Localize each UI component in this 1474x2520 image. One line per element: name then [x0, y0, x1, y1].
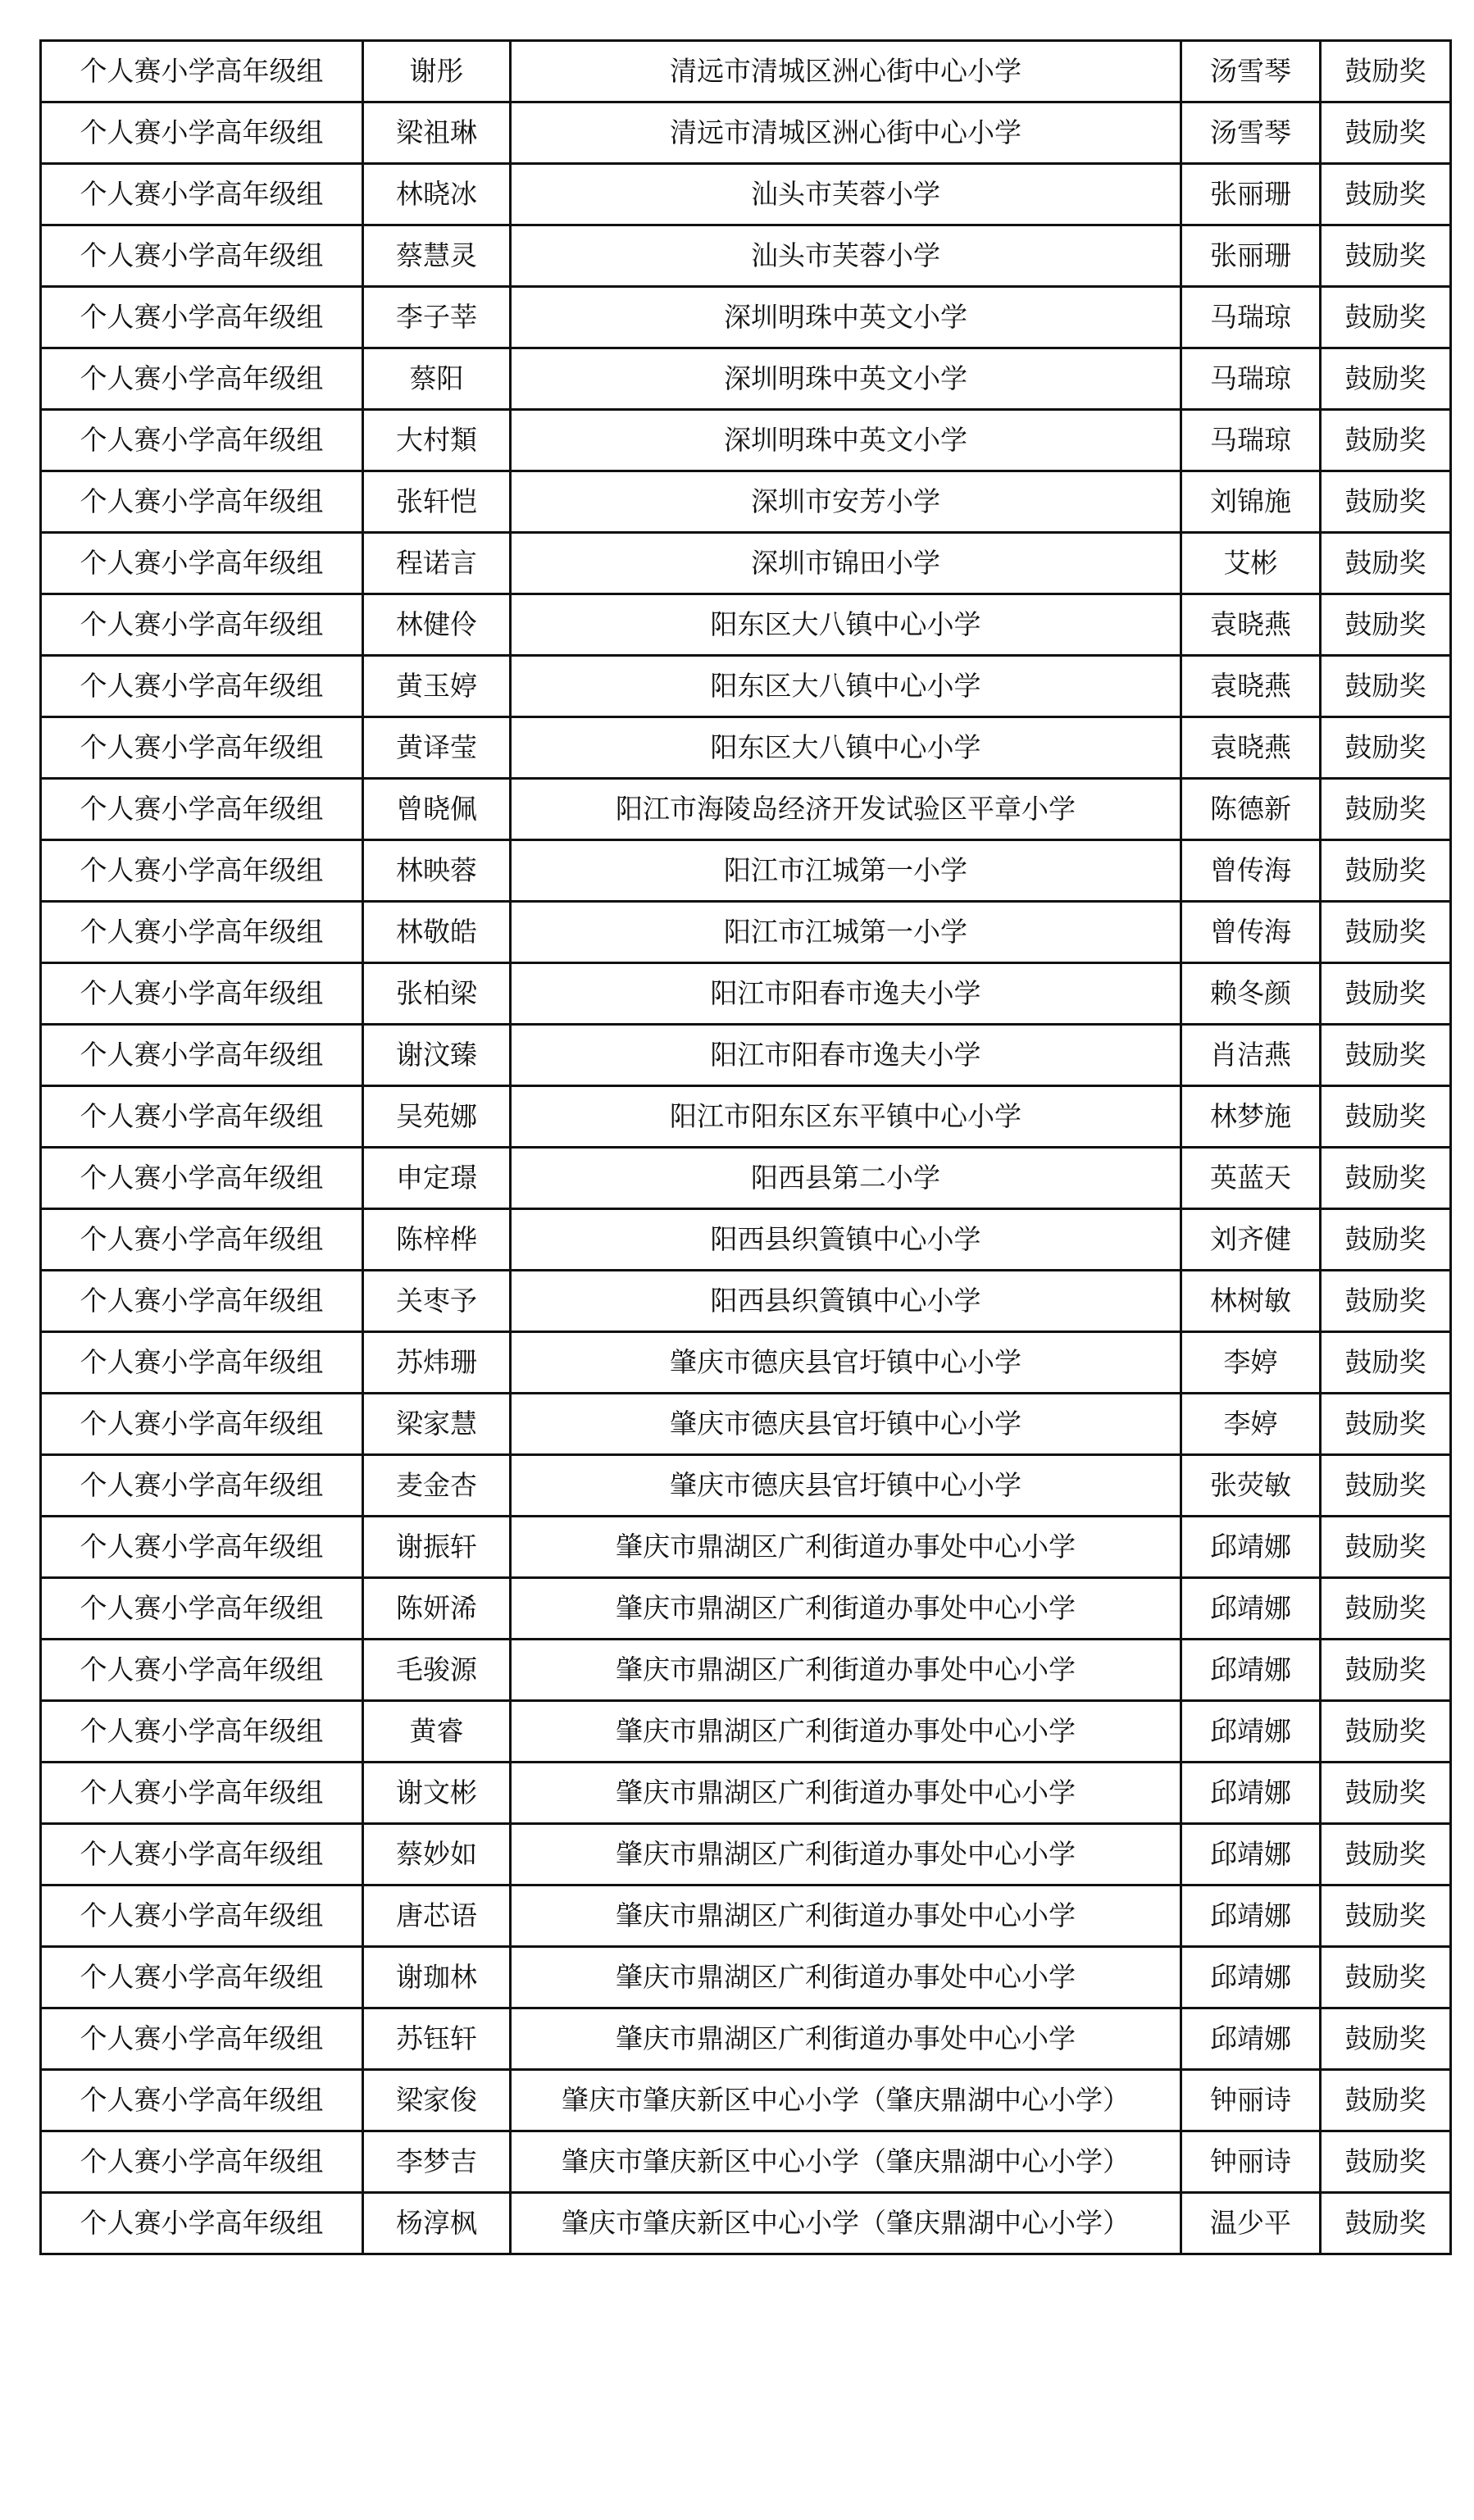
award-cell: 鼓励奖	[1321, 779, 1451, 840]
school-cell: 阳西县织篢镇中心小学	[511, 1271, 1181, 1332]
student-name-cell: 大村類	[363, 410, 511, 471]
table-row	[41, 1701, 1451, 1763]
award-cell: 鼓励奖	[1321, 533, 1451, 594]
table-row	[41, 1025, 1451, 1086]
teacher-cell: 袁晓燕	[1181, 594, 1321, 656]
table-row	[41, 164, 1451, 225]
award-cell: 鼓励奖	[1321, 471, 1451, 533]
table-row	[41, 2008, 1451, 2070]
table-row	[41, 656, 1451, 717]
award-table-body	[41, 41, 1451, 2254]
award-cell: 鼓励奖	[1321, 1640, 1451, 1701]
school-cell: 阳江市江城第一小学	[511, 902, 1181, 963]
student-name-cell: 陈梓桦	[363, 1209, 511, 1271]
award-cell: 鼓励奖	[1321, 102, 1451, 164]
category-cell: 个人赛小学高年级组	[41, 41, 363, 102]
school-cell: 汕头市芙蓉小学	[511, 225, 1181, 287]
student-name-cell: 张柏梁	[363, 963, 511, 1025]
award-cell: 鼓励奖	[1321, 41, 1451, 102]
school-cell: 深圳明珠中英文小学	[511, 287, 1181, 348]
table-row	[41, 1086, 1451, 1148]
teacher-cell: 赖冬颜	[1181, 963, 1321, 1025]
student-name-cell: 蔡阳	[363, 348, 511, 410]
teacher-cell: 肖洁燕	[1181, 1025, 1321, 1086]
table-row	[41, 840, 1451, 902]
school-cell: 肇庆市肇庆新区中心小学（肇庆鼎湖中心小学）	[511, 2131, 1181, 2193]
school-cell: 肇庆市肇庆新区中心小学（肇庆鼎湖中心小学）	[511, 2070, 1181, 2131]
student-name-cell: 林映蓉	[363, 840, 511, 902]
table-row	[41, 902, 1451, 963]
student-name-cell: 麦金杏	[363, 1455, 511, 1517]
teacher-cell: 邱靖娜	[1181, 1824, 1321, 1885]
student-name-cell: 程诺言	[363, 533, 511, 594]
school-cell: 阳东区大八镇中心小学	[511, 717, 1181, 779]
award-cell: 鼓励奖	[1321, 963, 1451, 1025]
award-list-sheet	[39, 39, 1449, 2255]
award-cell: 鼓励奖	[1321, 1701, 1451, 1763]
student-name-cell: 梁祖琳	[363, 102, 511, 164]
table-row	[41, 1763, 1451, 1824]
category-cell: 个人赛小学高年级组	[41, 1271, 363, 1332]
school-cell: 肇庆市肇庆新区中心小学（肇庆鼎湖中心小学）	[511, 2193, 1181, 2254]
award-cell: 鼓励奖	[1321, 2008, 1451, 2070]
school-cell: 清远市清城区洲心街中心小学	[511, 41, 1181, 102]
table-row	[41, 471, 1451, 533]
student-name-cell: 杨淳枫	[363, 2193, 511, 2254]
table-row	[41, 1947, 1451, 2008]
student-name-cell: 谢彤	[363, 41, 511, 102]
student-name-cell: 李子莘	[363, 287, 511, 348]
teacher-cell: 邱靖娜	[1181, 1763, 1321, 1824]
award-cell: 鼓励奖	[1321, 1271, 1451, 1332]
student-name-cell: 曾晓佩	[363, 779, 511, 840]
teacher-cell: 林树敏	[1181, 1271, 1321, 1332]
school-cell: 阳东区大八镇中心小学	[511, 656, 1181, 717]
table-row	[41, 533, 1451, 594]
student-name-cell: 梁家俊	[363, 2070, 511, 2131]
award-cell: 鼓励奖	[1321, 717, 1451, 779]
award-cell: 鼓励奖	[1321, 1517, 1451, 1578]
student-name-cell: 毛骏源	[363, 1640, 511, 1701]
category-cell: 个人赛小学高年级组	[41, 1148, 363, 1209]
table-row	[41, 41, 1451, 102]
category-cell: 个人赛小学高年级组	[41, 1332, 363, 1394]
student-name-cell: 黄玉婷	[363, 656, 511, 717]
teacher-cell: 英蓝天	[1181, 1148, 1321, 1209]
table-row	[41, 1332, 1451, 1394]
school-cell: 深圳明珠中英文小学	[511, 410, 1181, 471]
school-cell: 肇庆市鼎湖区广利街道办事处中心小学	[511, 1947, 1181, 2008]
student-name-cell: 谢文彬	[363, 1763, 511, 1824]
student-name-cell: 蔡妙如	[363, 1824, 511, 1885]
category-cell: 个人赛小学高年级组	[41, 1025, 363, 1086]
school-cell: 肇庆市德庆县官圩镇中心小学	[511, 1332, 1181, 1394]
award-cell: 鼓励奖	[1321, 287, 1451, 348]
category-cell: 个人赛小学高年级组	[41, 1209, 363, 1271]
award-cell: 鼓励奖	[1321, 225, 1451, 287]
teacher-cell: 张荧敏	[1181, 1455, 1321, 1517]
category-cell: 个人赛小学高年级组	[41, 963, 363, 1025]
school-cell: 肇庆市鼎湖区广利街道办事处中心小学	[511, 1578, 1181, 1640]
award-cell: 鼓励奖	[1321, 840, 1451, 902]
category-cell: 个人赛小学高年级组	[41, 779, 363, 840]
student-name-cell: 林健伶	[363, 594, 511, 656]
teacher-cell: 刘锦施	[1181, 471, 1321, 533]
table-row	[41, 410, 1451, 471]
student-name-cell: 黄译莹	[363, 717, 511, 779]
school-cell: 肇庆市鼎湖区广利街道办事处中心小学	[511, 2008, 1181, 2070]
student-name-cell: 申定璟	[363, 1148, 511, 1209]
teacher-cell: 艾彬	[1181, 533, 1321, 594]
award-cell: 鼓励奖	[1321, 1885, 1451, 1947]
school-cell: 肇庆市鼎湖区广利街道办事处中心小学	[511, 1701, 1181, 1763]
teacher-cell: 张丽珊	[1181, 225, 1321, 287]
student-name-cell: 梁家慧	[363, 1394, 511, 1455]
teacher-cell: 林梦施	[1181, 1086, 1321, 1148]
category-cell: 个人赛小学高年级组	[41, 102, 363, 164]
category-cell: 个人赛小学高年级组	[41, 348, 363, 410]
table-row	[41, 1824, 1451, 1885]
table-row	[41, 594, 1451, 656]
award-cell: 鼓励奖	[1321, 410, 1451, 471]
school-cell: 清远市清城区洲心街中心小学	[511, 102, 1181, 164]
category-cell: 个人赛小学高年级组	[41, 533, 363, 594]
school-cell: 深圳市锦田小学	[511, 533, 1181, 594]
category-cell: 个人赛小学高年级组	[41, 1455, 363, 1517]
student-name-cell: 李梦吉	[363, 2131, 511, 2193]
table-row	[41, 779, 1451, 840]
category-cell: 个人赛小学高年级组	[41, 656, 363, 717]
table-row	[41, 1455, 1451, 1517]
teacher-cell: 刘齐健	[1181, 1209, 1321, 1271]
table-row	[41, 1885, 1451, 1947]
school-cell: 肇庆市鼎湖区广利街道办事处中心小学	[511, 1824, 1181, 1885]
teacher-cell: 邱靖娜	[1181, 1701, 1321, 1763]
school-cell: 深圳明珠中英文小学	[511, 348, 1181, 410]
school-cell: 阳江市阳春市逸夫小学	[511, 1025, 1181, 1086]
award-cell: 鼓励奖	[1321, 348, 1451, 410]
teacher-cell: 邱靖娜	[1181, 1640, 1321, 1701]
school-cell: 肇庆市鼎湖区广利街道办事处中心小学	[511, 1517, 1181, 1578]
award-cell: 鼓励奖	[1321, 594, 1451, 656]
award-cell: 鼓励奖	[1321, 1578, 1451, 1640]
category-cell: 个人赛小学高年级组	[41, 2070, 363, 2131]
teacher-cell: 李婷	[1181, 1394, 1321, 1455]
award-cell: 鼓励奖	[1321, 902, 1451, 963]
category-cell: 个人赛小学高年级组	[41, 2131, 363, 2193]
table-row	[41, 348, 1451, 410]
school-cell: 肇庆市德庆县官圩镇中心小学	[511, 1394, 1181, 1455]
school-cell: 阳江市阳东区东平镇中心小学	[511, 1086, 1181, 1148]
teacher-cell: 袁晓燕	[1181, 717, 1321, 779]
category-cell: 个人赛小学高年级组	[41, 1824, 363, 1885]
student-name-cell: 谢振轩	[363, 1517, 511, 1578]
teacher-cell: 张丽珊	[1181, 164, 1321, 225]
teacher-cell: 李婷	[1181, 1332, 1321, 1394]
student-name-cell: 蔡慧灵	[363, 225, 511, 287]
category-cell: 个人赛小学高年级组	[41, 287, 363, 348]
school-cell: 汕头市芙蓉小学	[511, 164, 1181, 225]
student-name-cell: 唐芯语	[363, 1885, 511, 1947]
school-cell: 深圳市安芳小学	[511, 471, 1181, 533]
teacher-cell: 曾传海	[1181, 902, 1321, 963]
teacher-cell: 马瑞琼	[1181, 348, 1321, 410]
student-name-cell: 谢珈林	[363, 1947, 511, 2008]
teacher-cell: 袁晓燕	[1181, 656, 1321, 717]
award-cell: 鼓励奖	[1321, 1824, 1451, 1885]
category-cell: 个人赛小学高年级组	[41, 1394, 363, 1455]
category-cell: 个人赛小学高年级组	[41, 2008, 363, 2070]
student-name-cell: 林敬皓	[363, 902, 511, 963]
category-cell: 个人赛小学高年级组	[41, 1763, 363, 1824]
student-name-cell: 张轩恺	[363, 471, 511, 533]
teacher-cell: 邱靖娜	[1181, 1947, 1321, 2008]
school-cell: 肇庆市德庆县官圩镇中心小学	[511, 1455, 1181, 1517]
teacher-cell: 汤雪琴	[1181, 102, 1321, 164]
teacher-cell: 陈德新	[1181, 779, 1321, 840]
table-row	[41, 2193, 1451, 2254]
table-row	[41, 1209, 1451, 1271]
award-cell: 鼓励奖	[1321, 1148, 1451, 1209]
category-cell: 个人赛小学高年级组	[41, 1517, 363, 1578]
category-cell: 个人赛小学高年级组	[41, 717, 363, 779]
award-cell: 鼓励奖	[1321, 164, 1451, 225]
award-cell: 鼓励奖	[1321, 2070, 1451, 2131]
table-row	[41, 963, 1451, 1025]
student-name-cell: 林晓冰	[363, 164, 511, 225]
table-row	[41, 1578, 1451, 1640]
table-row	[41, 1517, 1451, 1578]
teacher-cell: 马瑞琼	[1181, 410, 1321, 471]
school-cell: 阳江市阳春市逸夫小学	[511, 963, 1181, 1025]
award-cell: 鼓励奖	[1321, 1209, 1451, 1271]
teacher-cell: 邱靖娜	[1181, 2008, 1321, 2070]
award-cell: 鼓励奖	[1321, 2131, 1451, 2193]
award-cell: 鼓励奖	[1321, 2193, 1451, 2254]
category-cell: 个人赛小学高年级组	[41, 471, 363, 533]
category-cell: 个人赛小学高年级组	[41, 1086, 363, 1148]
award-cell: 鼓励奖	[1321, 1947, 1451, 2008]
teacher-cell: 邱靖娜	[1181, 1517, 1321, 1578]
category-cell: 个人赛小学高年级组	[41, 164, 363, 225]
student-name-cell: 关枣予	[363, 1271, 511, 1332]
award-cell: 鼓励奖	[1321, 1394, 1451, 1455]
table-row	[41, 102, 1451, 164]
table-row	[41, 2070, 1451, 2131]
category-cell: 个人赛小学高年级组	[41, 1701, 363, 1763]
student-name-cell: 苏炜珊	[363, 1332, 511, 1394]
school-cell: 肇庆市鼎湖区广利街道办事处中心小学	[511, 1763, 1181, 1824]
category-cell: 个人赛小学高年级组	[41, 2193, 363, 2254]
school-cell: 阳江市海陵岛经济开发试验区平章小学	[511, 779, 1181, 840]
student-name-cell: 黄睿	[363, 1701, 511, 1763]
table-row	[41, 1271, 1451, 1332]
category-cell: 个人赛小学高年级组	[41, 1578, 363, 1640]
student-name-cell: 陈妍浠	[363, 1578, 511, 1640]
teacher-cell: 曾传海	[1181, 840, 1321, 902]
award-cell: 鼓励奖	[1321, 1455, 1451, 1517]
student-name-cell: 苏钰轩	[363, 2008, 511, 2070]
school-cell: 肇庆市鼎湖区广利街道办事处中心小学	[511, 1640, 1181, 1701]
school-cell: 阳东区大八镇中心小学	[511, 594, 1181, 656]
table-row	[41, 1640, 1451, 1701]
award-cell: 鼓励奖	[1321, 1763, 1451, 1824]
teacher-cell: 马瑞琼	[1181, 287, 1321, 348]
teacher-cell: 邱靖娜	[1181, 1885, 1321, 1947]
student-name-cell: 吴苑娜	[363, 1086, 511, 1148]
category-cell: 个人赛小学高年级组	[41, 225, 363, 287]
table-row	[41, 287, 1451, 348]
category-cell: 个人赛小学高年级组	[41, 1947, 363, 2008]
table-row	[41, 225, 1451, 287]
teacher-cell: 钟丽诗	[1181, 2070, 1321, 2131]
award-cell: 鼓励奖	[1321, 656, 1451, 717]
school-cell: 肇庆市鼎湖区广利街道办事处中心小学	[511, 1885, 1181, 1947]
award-cell: 鼓励奖	[1321, 1025, 1451, 1086]
table-row	[41, 717, 1451, 779]
category-cell: 个人赛小学高年级组	[41, 840, 363, 902]
award-table	[39, 39, 1452, 2255]
teacher-cell: 汤雪琴	[1181, 41, 1321, 102]
category-cell: 个人赛小学高年级组	[41, 410, 363, 471]
category-cell: 个人赛小学高年级组	[41, 902, 363, 963]
category-cell: 个人赛小学高年级组	[41, 1640, 363, 1701]
school-cell: 阳西县第二小学	[511, 1148, 1181, 1209]
student-name-cell: 谢汶臻	[363, 1025, 511, 1086]
table-row	[41, 1148, 1451, 1209]
table-row	[41, 1394, 1451, 1455]
table-row	[41, 2131, 1451, 2193]
category-cell: 个人赛小学高年级组	[41, 594, 363, 656]
teacher-cell: 邱靖娜	[1181, 1578, 1321, 1640]
award-cell: 鼓励奖	[1321, 1086, 1451, 1148]
teacher-cell: 温少平	[1181, 2193, 1321, 2254]
school-cell: 阳江市江城第一小学	[511, 840, 1181, 902]
school-cell: 阳西县织篢镇中心小学	[511, 1209, 1181, 1271]
teacher-cell: 钟丽诗	[1181, 2131, 1321, 2193]
category-cell: 个人赛小学高年级组	[41, 1885, 363, 1947]
award-cell: 鼓励奖	[1321, 1332, 1451, 1394]
